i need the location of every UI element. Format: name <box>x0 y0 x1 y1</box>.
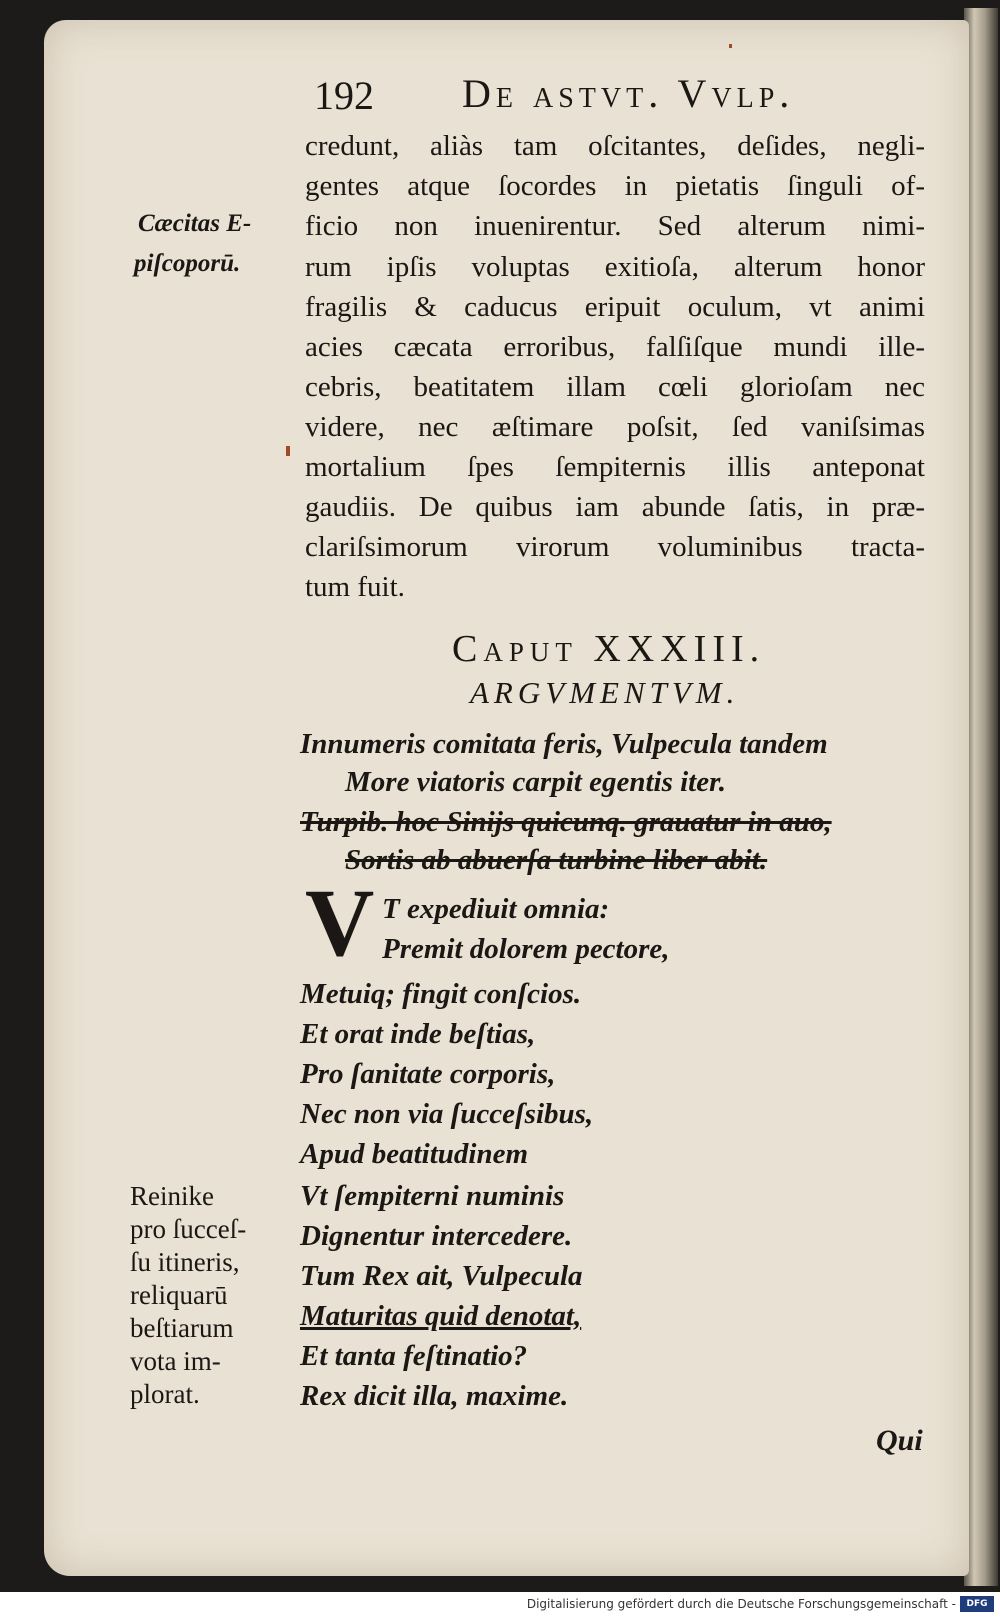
body-line: acies cæcata erroribus, falſiſque mundi ille- <box>305 331 925 363</box>
poem-line: Et orat inde beſtias, <box>300 1018 536 1050</box>
body-line: gaudiis. De quibus iam abunde ſatis, in præ- <box>305 491 925 523</box>
poem-line: Rex dicit illa, maxime. <box>300 1380 569 1412</box>
margin-note-line: piſcoporū. <box>134 250 241 277</box>
drop-cap: V <box>305 869 375 976</box>
margin-note-line: beſtiarum <box>130 1313 234 1343</box>
body-line: credunt, aliàs tam oſcitantes, deſides, negli- <box>305 130 925 162</box>
argument-verse: More viatoris carpit egentis iter. <box>345 766 727 798</box>
argument-verse-struck: Turpib. hoc Sinijs quicunq. grauatur in auo, <box>300 806 832 838</box>
poem-line: Premit dolorem pectore, <box>382 933 670 965</box>
margin-note-line: Reinike <box>130 1181 214 1211</box>
argument-verse: Innumeris comitata feris, Vulpecula tandem <box>300 728 828 760</box>
body-line: clariſsimorum virorum voluminibus tracta- <box>305 531 925 563</box>
margin-note-line: vota im- <box>130 1346 221 1376</box>
poem-line: Metuiq; fingit conſcios. <box>300 978 582 1010</box>
footer-credit: Digitalisierung gefördert durch die Deutsche Forschungsgemeinschaft - <box>526 1597 956 1611</box>
catchword: Qui <box>876 1424 923 1457</box>
poem-line: Pro ſanitate corporis, <box>300 1058 556 1090</box>
ink-mark <box>729 44 732 48</box>
body-line: rum ipſis voluptas exitioſa, alterum honor <box>305 251 925 283</box>
margin-note-line: reliquarū <box>130 1280 228 1310</box>
body-line: gentes atque ſocordes in pietatis ſinguli of- <box>305 170 925 202</box>
page-edge <box>964 8 998 1586</box>
poem-line: Nec non via ſucceſsibus, <box>300 1098 594 1130</box>
poem-line-underlined: Maturitas quid denotat, <box>300 1300 582 1332</box>
ink-mark <box>286 446 290 456</box>
poem-line: Dignentur intercedere. <box>300 1220 573 1252</box>
margin-note-line: ſu itineris, <box>130 1247 240 1277</box>
poem-line: Vt ſempiterni numinis <box>300 1180 565 1212</box>
footer-bar <box>0 1593 1000 1620</box>
running-title: De astvt. Vvlp. <box>462 71 795 116</box>
margin-note-line: plorat. <box>130 1379 200 1409</box>
argument-label: ARGVMENTVM. <box>470 675 740 710</box>
poem-line: Apud beatitudinem <box>300 1138 529 1170</box>
poem-line: T expediuit omnia: <box>382 893 610 925</box>
margin-note-line: Cæcitas E- <box>138 210 252 237</box>
dfg-logo-icon[interactable]: DFG <box>960 1596 994 1612</box>
body-line: videre, nec æſtimare poſsit, ſed vaniſsimas <box>305 411 925 443</box>
body-line-last: tum fuit. <box>305 571 405 603</box>
argument-verse-struck: Sortis ab abuerſa turbine liber abit. <box>345 844 768 876</box>
body-line: mortalium ſpes ſempiternis illis anteponat <box>305 451 925 483</box>
page-number: 192 <box>314 73 374 118</box>
margin-note-line: pro ſucceſ- <box>130 1214 247 1244</box>
body-line: cebris, beatitatem illam cœli glorioſam nec <box>305 371 925 403</box>
poem-line: Tum Rex ait, Vulpecula <box>300 1260 583 1292</box>
poem-line: Et tanta feſtinatio? <box>300 1340 528 1372</box>
chapter-heading: Caput XXXIII. <box>452 628 766 670</box>
body-line: ficio non inuenirentur. Sed alterum nimi- <box>305 210 925 242</box>
body-line: fragilis & caducus eripuit oculum, vt animi <box>305 291 925 323</box>
